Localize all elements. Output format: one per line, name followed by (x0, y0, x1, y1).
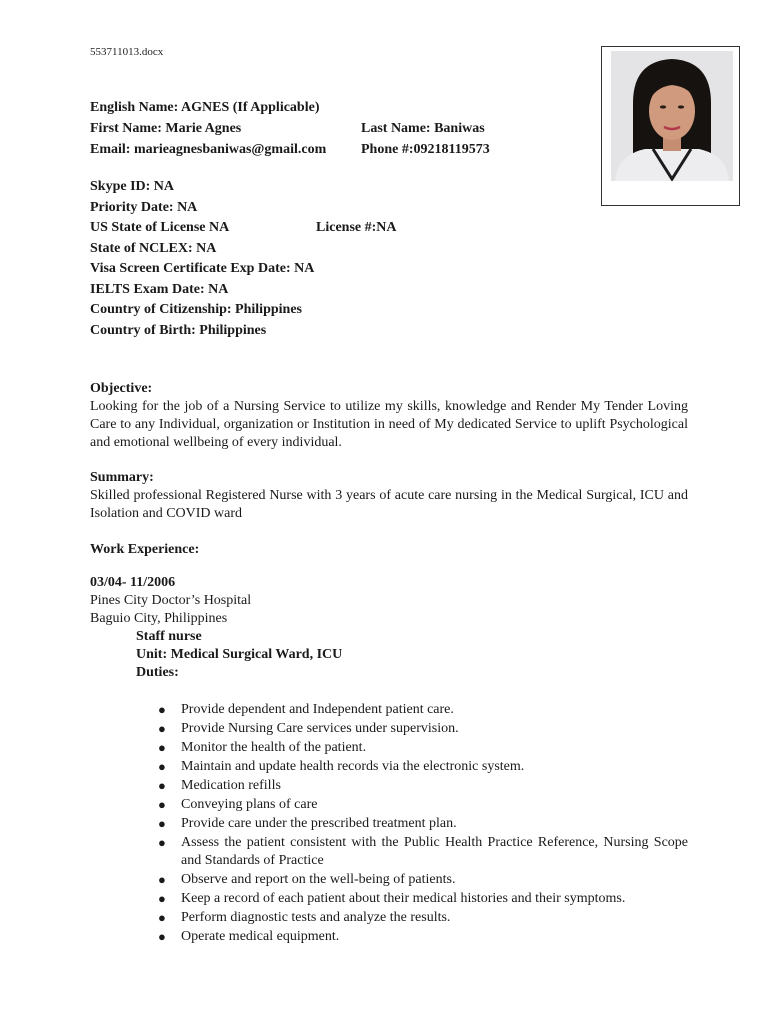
profile-photo-frame (601, 46, 740, 206)
list-item (158, 871, 688, 889)
duty-text: Maintain and update health records via the electronic system. (181, 759, 525, 774)
list-item (158, 890, 688, 908)
bullet-icon: ● (158, 910, 166, 926)
duty-text: Keep a record of each patient about their medical histories and their symptoms. (181, 891, 626, 907)
profile-photo (611, 51, 733, 181)
bullet-icon: ● (158, 929, 166, 945)
bullet-icon: ● (158, 816, 166, 831)
work-experience-heading: Work Experience: (90, 542, 200, 557)
bullet-icon: ● (158, 872, 166, 888)
list-item (158, 796, 688, 814)
list-item (158, 834, 688, 871)
list-item (158, 909, 688, 927)
skype-id: Skype ID: NA (90, 179, 175, 194)
duty-text: Medication refills (181, 778, 281, 793)
employer-name: Pines City Doctor’s Hospital (90, 593, 252, 608)
objective-heading: Objective: (90, 381, 153, 396)
bullet-icon: ● (158, 740, 166, 755)
employer-location: Baguio City, Philippines (90, 611, 228, 626)
us-state-license: US State of License NA (90, 220, 230, 235)
ielts-exam-date: IELTS Exam Date: NA (90, 282, 229, 297)
priority-date: Priority Date: NA (90, 200, 198, 215)
job-unit: Unit: Medical Surgical Ward, ICU (136, 647, 343, 662)
list-item (158, 720, 688, 738)
email: Email: marieagnesbaniwas@gmail.com (90, 142, 327, 157)
list-item (158, 777, 688, 795)
duty-text: Monitor the health of the patient. (181, 740, 367, 755)
duty-text: Assess the patient consistent with the Public Health Practice Reference, Nursing Scope and Standards of Practice (181, 835, 688, 869)
duties-heading: Duties: (136, 665, 179, 680)
list-item (158, 701, 688, 719)
license-number: License #:NA (316, 220, 397, 235)
bullet-icon: ● (158, 702, 166, 717)
duty-text: Perform diagnostic tests and analyze the results. (181, 910, 451, 926)
first-name: First Name: Marie Agnes (90, 121, 242, 136)
phone: Phone #:09218119573 (361, 142, 490, 157)
last-name: Last Name: Baniwas (361, 121, 485, 136)
bullet-icon: ● (158, 835, 166, 850)
summary-text: Skilled professional Registered Nurse with 3 years of acute care nursing in the Medical Surgical, ICU and Isolation and COVID ward (90, 488, 688, 521)
duties-list (158, 701, 688, 947)
list-item (158, 758, 688, 776)
bullet-icon: ● (158, 891, 166, 907)
country-citizenship: Country of Citizenship: Philippines (90, 302, 302, 317)
duty-text: Observe and report on the well-being of patients. (181, 872, 456, 888)
duty-text: Conveying plans of care (181, 797, 318, 812)
duty-text: Provide dependent and Independent patient care. (181, 702, 454, 717)
visa-screen-exp: Visa Screen Certificate Exp Date: NA (90, 261, 315, 276)
bullet-icon: ● (158, 759, 166, 774)
objective-text: Looking for the job of a Nursing Service to utilize my skills, knowledge and Render My Tender Loving Care to any Individual, organization or Institution in need of My dedicated Service to uplift Psychological and emotional wellbeing of every individual. (90, 399, 688, 450)
list-item (158, 739, 688, 757)
duty-text: Operate medical equipment. (181, 929, 340, 945)
filename-header: 553711013.docx (90, 46, 164, 58)
state-nclex: State of NCLEX: NA (90, 241, 217, 256)
bullet-icon: ● (158, 797, 166, 812)
summary-heading: Summary: (90, 470, 154, 485)
country-birth: Country of Birth: Philippines (90, 323, 267, 338)
bullet-icon: ● (158, 721, 166, 736)
job-position: Staff nurse (136, 629, 202, 644)
bullet-icon: ● (158, 778, 166, 793)
duty-text: Provide Nursing Care services under supervision. (181, 721, 459, 736)
duty-text: Provide care under the prescribed treatment plan. (181, 816, 457, 831)
list-item (158, 928, 688, 946)
english-name: English Name: AGNES (If Applicable) (90, 100, 320, 115)
list-item (158, 815, 688, 833)
work-dates: 03/04- 11/2006 (90, 575, 176, 590)
